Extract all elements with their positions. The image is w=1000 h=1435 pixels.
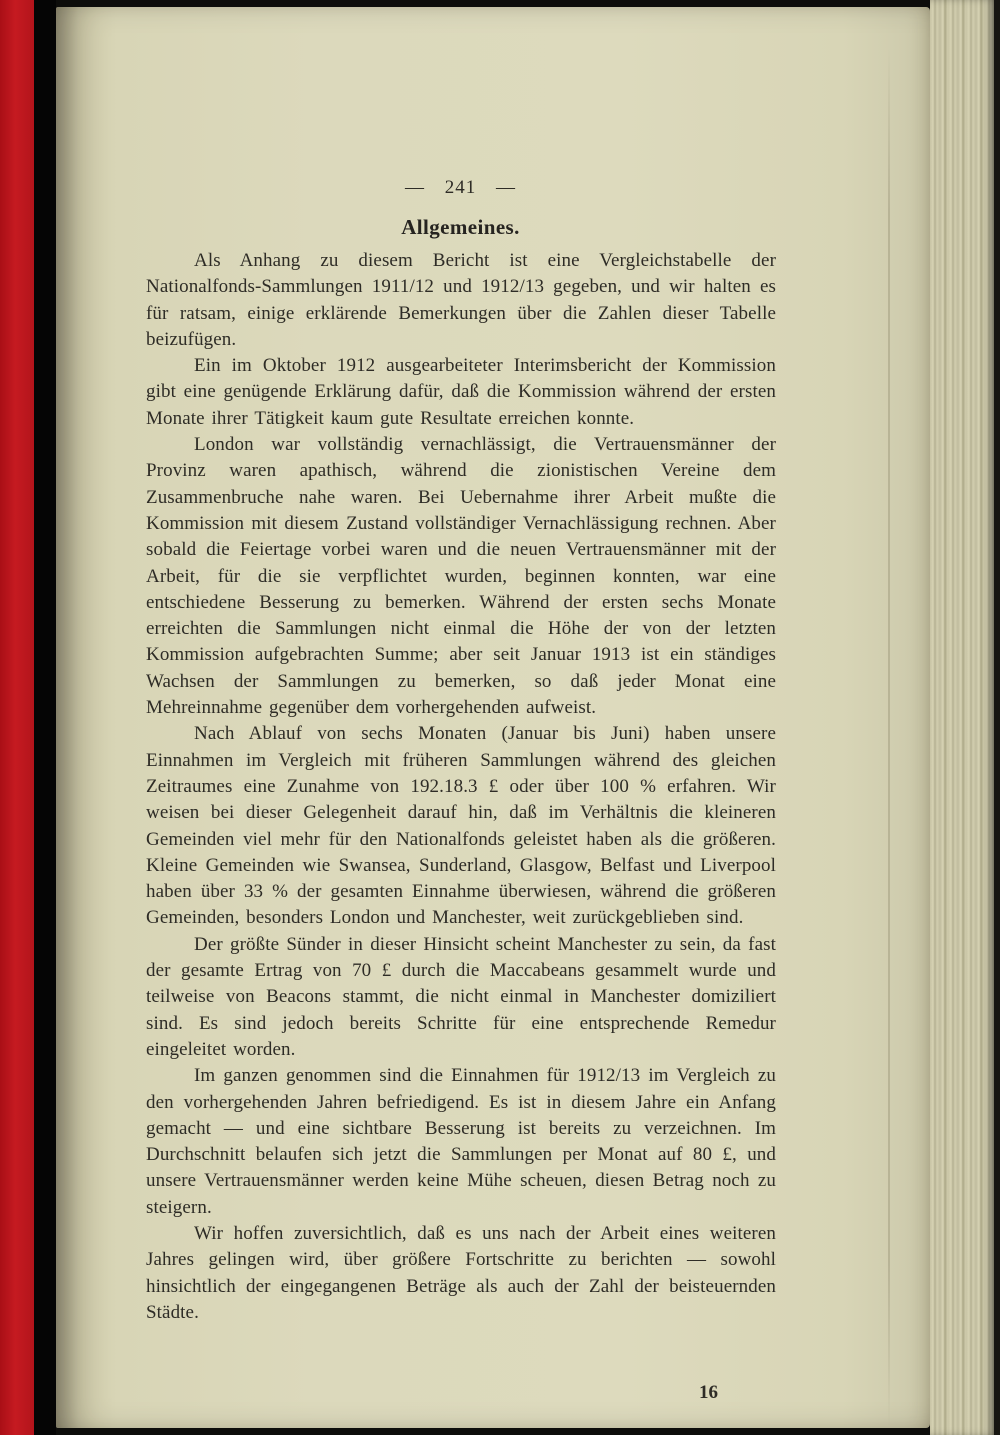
binding-red-strip xyxy=(0,0,34,1435)
paragraph: Ein im Oktober 1912 ausgearbeiteter Interimsbericht der Kommission gibt eine genügende Erklärung dafür, daß die Kommission während der ersten Monate ihrer Tätigkeit kaum gute Resultate erreichen konnte. xyxy=(146,355,776,429)
body-text xyxy=(146,248,776,1326)
paragraph: Wir hoffen zuversichtlich, daß es uns nach der Arbeit eines weiteren Jahres gelingen wird, über größere Fortschritte zu berichten — sowohl hinsichtlich der eingegangenen Beträge als auch der Zahl der beisteuernden Städte. xyxy=(146,1222,776,1323)
paragraph: London war vollständig vernachlässigt, die Vertrauensmänner der Provinz waren apathisch, während die zionistischen Vereine dem Zusammenbruche nahe waren. Bei Uebernahme ihrer Arbeit mußte die Kommission mit diesem Zustand vollständiger Vernachlässigung rechnen. Aber sobald die Feiertage vorbei waren und die neuen Vertrauensmänner mit der Arbeit, für die sie verpflichtet wurden, beginnen konnten, war eine entschiedene Besserung zu bemerken. Während der ersten sechs Monate erreichten die Sammlungen nicht einmal die Höhe der von der letzten Kommission aufgebrachten Summe; aber seit Januar 1913 ist ein ständiges Wachsen der Sammlungen zu bemerken, so daß jeder Monat eine Mehreinnahme gegenüber dem vorhergehenden aufweist. xyxy=(146,434,776,719)
paragraph: Im ganzen genommen sind die Einnahmen für 1912/13 im Vergleich zu den vorhergehenden Jahren befriedigend. Es ist in diesem Jahre ein Anfang gemacht — und eine sichtbare Besserung ist bereits zu verzeichnen. Im Durchschnitt belaufen sich jetzt die Sammlungen per Monat auf 80 £, und unsere Vertrauensmänner werden keine Mühe scheuen, diesen Betrag noch zu steigern. xyxy=(146,1065,776,1218)
page-number-header: — 241 — xyxy=(405,177,516,198)
page-edges xyxy=(930,0,994,1435)
paragraph: Als Anhang zu diesem Bericht ist eine Vergleichstabelle der Nationalfonds-Sammlungen 1911/12 und 1912/13 gegeben, und wir halten es für ratsam, einige erklärende Bemerkungen über die Zahlen dieser Tabelle beizufügen. xyxy=(146,250,776,350)
paragraph: Der größte Sünder in dieser Hinsicht scheint Manchester zu sein, da fast der gesamte Ertrag von 70 £ durch die Maccabeans gesammelt wurde und teilweise von Beacons stammt, die nicht einmal in Manchester domiziliert sind. Es sind jedoch bereits Schritte für eine entsprechende Remedur eingeleitet worden. xyxy=(146,933,776,1060)
binding-shadow xyxy=(34,0,56,1435)
scan-right-edge xyxy=(994,0,1000,1435)
book-page xyxy=(56,7,930,1428)
page-number-footer: 16 xyxy=(699,1382,718,1404)
paragraph: Nach Ablauf von sechs Monaten (Januar bis Juni) haben unsere Einnahmen im Vergleich mit früheren Sammlungen während des gleichen Zeitraumes eine Zunahme von 192.18.3 £ oder über 100 % erfahren. Wir weisen bei dieser Gelegenheit darauf hin, daß im Verhältnis die kleineren Gemeinden viel mehr für den Nationalfonds geleistet haben als die größeren. Kleine Gemeinden wie Swansea, Sunderland, Glasgow, Belfast und Liverpool haben über 33 % der gesamten Einnahme überwiesen, während die größeren Gemeinden, besonders London und Manchester, weit zurückgeblieben sind. xyxy=(146,723,776,929)
section-title: Allgemeines. xyxy=(401,215,520,239)
